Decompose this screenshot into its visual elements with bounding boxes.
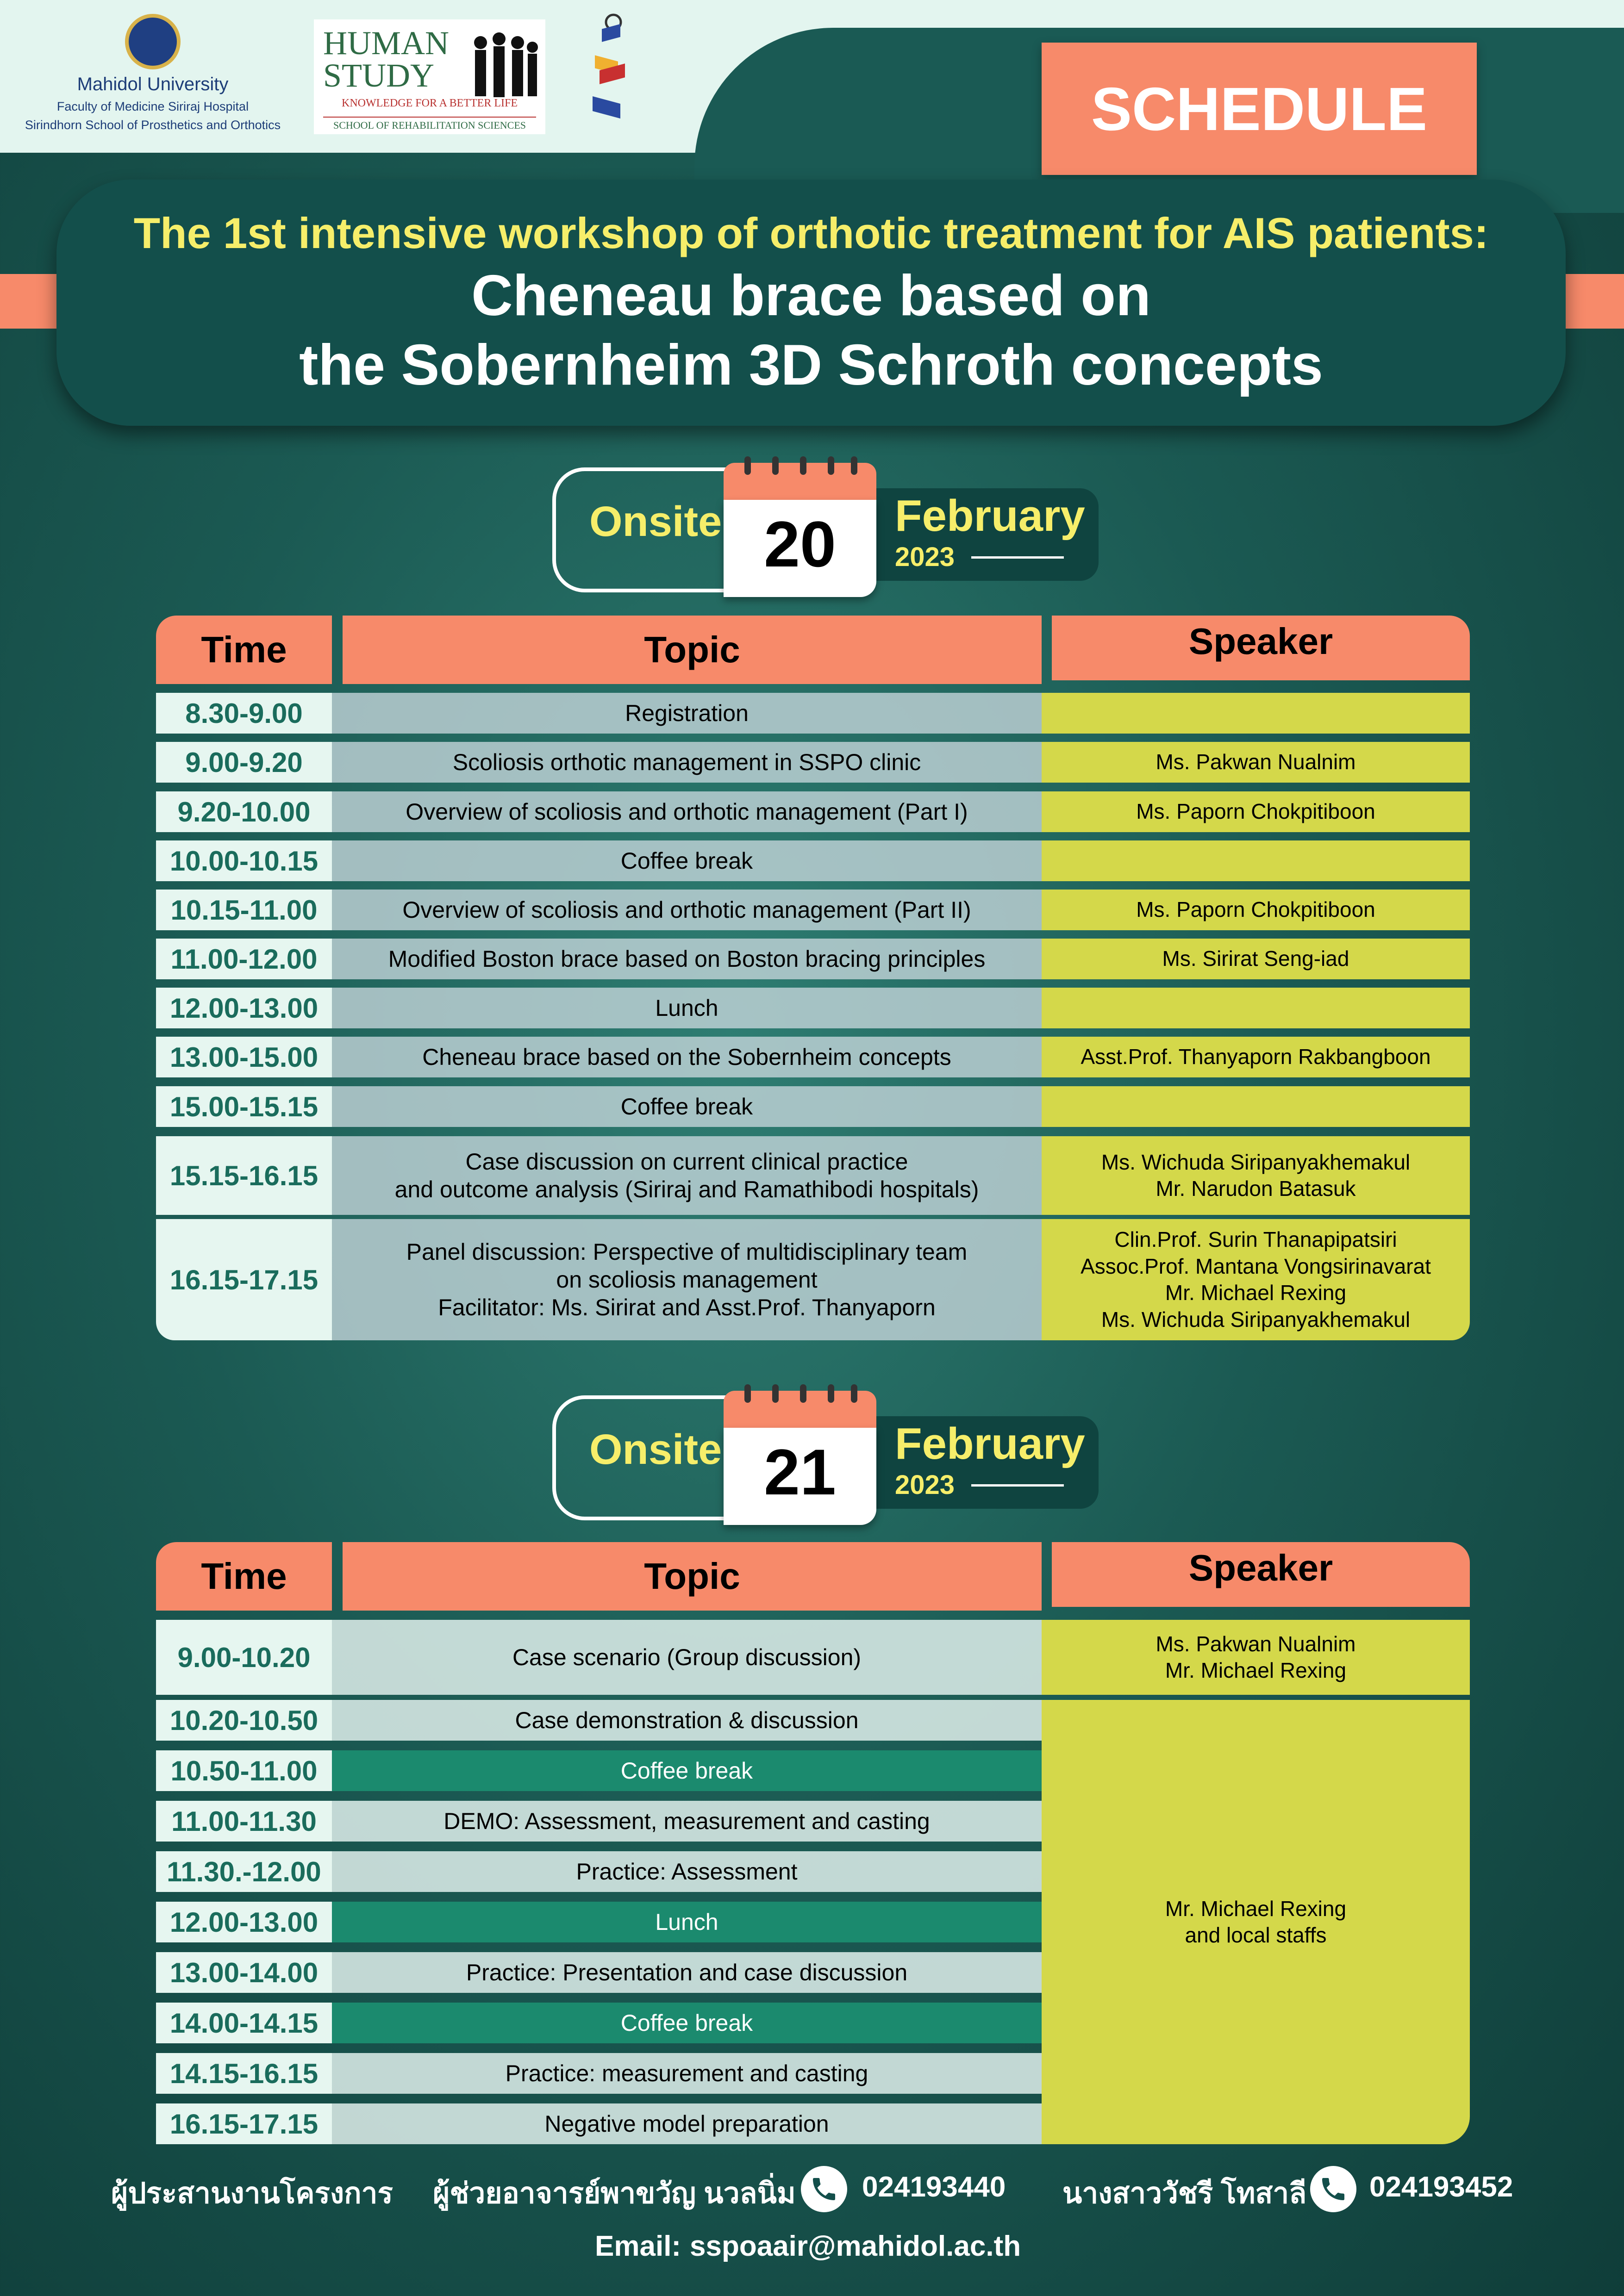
- day1-topic-cell: [332, 1136, 1042, 1215]
- day1-time-cell: 9.20-10.00: [156, 791, 332, 832]
- day1-speaker-cell: Asst.Prof. Thanyaporn Rakbangboon: [1042, 1037, 1470, 1077]
- day1-header-topic: Topic: [343, 616, 1042, 684]
- day1-speaker-cell: [1042, 1086, 1470, 1127]
- title-stripe-right: [1565, 274, 1624, 329]
- text-line: Ms. Wichuda Siripanyakhemakul: [1101, 1307, 1411, 1332]
- day1-speaker-cell: [1042, 1219, 1470, 1340]
- contact1-name: ผู้ช่วยอาจารย์พาขวัญ นวลนิ่ม: [433, 2178, 796, 2209]
- day1-time-cell: 8.30-9.00: [156, 693, 332, 734]
- day2-topic-cell: Coffee break: [332, 1750, 1042, 1791]
- coordinator-label: ผู้ประสานงานโครงการ: [111, 2178, 393, 2209]
- day2-topic-cell: Practice: Presentation and case discussion: [332, 1952, 1042, 1993]
- day2-topic-cell: Negative model preparation: [332, 2103, 1042, 2144]
- calendar-ring: [800, 456, 806, 475]
- email-label: Email:: [595, 2230, 681, 2262]
- day1-topic-cell: Coffee break: [332, 1086, 1042, 1127]
- human-study-tagline: KNOWLEDGE FOR A BETTER LIFE: [342, 97, 518, 109]
- contact2-name: นางสาววัชรี โทสาลี: [1062, 2178, 1307, 2209]
- day1-speaker-cell: Ms. Pakwan Nualnim: [1042, 742, 1470, 783]
- day1-time-cell: 11.00-12.00: [156, 939, 332, 979]
- title-stripe-left: [0, 274, 65, 329]
- month-label: February: [895, 491, 1085, 541]
- day2-time-cell: 11.30.-12.00: [156, 1851, 332, 1892]
- day2-time-cell: 10.20-10.50: [156, 1700, 332, 1741]
- calendar-ring: [744, 1384, 751, 1403]
- day1-time-cell: 15.00-15.15: [156, 1086, 332, 1127]
- day1-time-cell: 10.15-11.00: [156, 890, 332, 930]
- day2-time-cell: 14.15-16.15: [156, 2053, 332, 2094]
- spine-logo-icon: [586, 13, 630, 124]
- day2-speaker-cell-first: [1042, 1620, 1470, 1695]
- day1-topic-cell: Overview of scoliosis and orthotic management (Part I): [332, 791, 1042, 832]
- day1-speaker-cell: [1042, 988, 1470, 1028]
- day1-speaker-cell: Ms. Paporn Chokpitiboon: [1042, 791, 1470, 832]
- onsite-label: Onsite: [589, 1426, 722, 1473]
- day1-topic-cell: Lunch: [332, 988, 1042, 1028]
- day2-topic-cell: Case scenario (Group discussion): [332, 1620, 1042, 1695]
- text-line: Mr. Narudon Batasuk: [1156, 1176, 1356, 1201]
- year-rule: [971, 556, 1064, 559]
- calendar-ring: [828, 456, 834, 475]
- day-number: 20: [764, 508, 836, 580]
- text-line: Case discussion on current clinical practice: [465, 1149, 908, 1175]
- day1-speaker-cell: [1042, 1136, 1470, 1215]
- day1-topic-cell: Coffee break: [332, 840, 1042, 881]
- calendar-ring: [772, 456, 779, 475]
- day1-time-cell: 10.00-10.15: [156, 840, 332, 881]
- day2-header-time: Time: [156, 1542, 332, 1611]
- phone-icon: [1310, 2166, 1356, 2212]
- calendar-ring: [851, 1384, 857, 1403]
- calendar-icon: [724, 463, 876, 597]
- title-line-2: Cheneau brace based on: [471, 264, 1151, 328]
- text-line: Assoc.Prof. Mantana Vongsirinavarat: [1081, 1254, 1431, 1278]
- year-rule: [971, 1484, 1064, 1487]
- contact2-phone[interactable]: 024193452: [1369, 2171, 1513, 2203]
- day1-topic-cell: Overview of scoliosis and orthotic management (Part II): [332, 890, 1042, 930]
- year-label: 2023: [895, 542, 955, 572]
- day2-topic-cell: Coffee break: [332, 2003, 1042, 2043]
- day1-speaker-cell: [1042, 693, 1470, 734]
- calendar-ring: [800, 1384, 806, 1403]
- calendar-icon: [724, 1391, 876, 1525]
- mahidol-school: Sirindhorn School of Prosthetics and Orthotics: [25, 118, 281, 132]
- month-label: February: [895, 1419, 1085, 1468]
- day2-header-topic: Topic: [343, 1542, 1042, 1611]
- text-line: Facilitator: Ms. Sirirat and Asst.Prof. Thanyaporn: [438, 1294, 936, 1320]
- text-line: Mr. Michael Rexing: [1165, 1896, 1347, 1921]
- title-line-1: The 1st intensive workshop of orthotic treatment for AIS patients:: [133, 209, 1489, 257]
- day2-topic-cell: Practice: Assessment: [332, 1851, 1042, 1892]
- calendar-ring: [828, 1384, 834, 1403]
- human-study-logo: [314, 19, 545, 134]
- text-line: Mr. Michael Rexing: [1165, 1281, 1347, 1305]
- text-line: on scoliosis management: [556, 1267, 818, 1293]
- text-line: Panel discussion: Perspective of multidisciplinary team: [406, 1239, 968, 1265]
- day2-topic-cell: Practice: measurement and casting: [332, 2053, 1042, 2094]
- day2-speaker-cell-rest: [1042, 1700, 1470, 2144]
- text-line: and local staffs: [1185, 1923, 1327, 1947]
- day2-topic-cell: DEMO: Assessment, measurement and casting: [332, 1801, 1042, 1842]
- day2-time-cell: 12.00-13.00: [156, 1902, 332, 1942]
- human-study-word2: STUDY: [323, 57, 435, 94]
- day1-speaker-cell: [1042, 840, 1470, 881]
- contact1-phone[interactable]: 024193440: [862, 2171, 1006, 2203]
- day2-time-cell: 14.00-14.15: [156, 2003, 332, 2043]
- mahidol-faculty: Faculty of Medicine Siriraj Hospital: [56, 100, 249, 113]
- mahidol-logo: [19, 14, 287, 139]
- day1-header-speaker: Speaker: [1052, 616, 1470, 680]
- calendar-ring: [744, 456, 751, 475]
- schedule-label: SCHEDULE: [1042, 43, 1477, 175]
- mahidol-name: Mahidol University: [77, 74, 229, 94]
- text-line: Ms. Pakwan Nualnim: [1156, 1631, 1356, 1656]
- text-line: Mr. Michael Rexing: [1165, 1658, 1347, 1682]
- day1-topic-cell: Registration: [332, 693, 1042, 734]
- calendar-ring: [851, 456, 857, 475]
- calendar-ring: [772, 1384, 779, 1403]
- day1-speaker-cell: Ms. Paporn Chokpitiboon: [1042, 890, 1470, 930]
- day1-topic-cell: Scoliosis orthotic management in SSPO clinic: [332, 742, 1042, 783]
- day1-time-cell: 13.00-15.00: [156, 1037, 332, 1077]
- day1-time-cell: 9.00-9.20: [156, 742, 332, 783]
- day2-date-badge: [552, 1391, 1108, 1530]
- day2-topic-cell: Case demonstration & discussion: [332, 1700, 1042, 1741]
- day2-topic-cell: Lunch: [332, 1902, 1042, 1942]
- people-icon: [467, 29, 541, 103]
- day2-time-cell: 13.00-14.00: [156, 1952, 332, 1993]
- day1-topic-cell: [332, 1219, 1042, 1340]
- day1-time-cell: 16.15-17.15: [156, 1219, 332, 1340]
- day2-time-cell: 10.50-11.00: [156, 1750, 332, 1791]
- onsite-label: Onsite: [589, 498, 722, 545]
- phone-icon: [801, 2166, 847, 2212]
- text-line: Ms. Wichuda Siripanyakhemakul: [1101, 1150, 1411, 1174]
- text-line: Clin.Prof. Surin Thanapipatsiri: [1114, 1227, 1397, 1251]
- title-line-3: the Sobernheim 3D Schroth concepts: [299, 333, 1323, 397]
- human-study-word1: HUMAN: [323, 25, 450, 62]
- day1-topic-cell: Cheneau brace based on the Sobernheim concepts: [332, 1037, 1042, 1077]
- day2-time-cell: 16.15-17.15: [156, 2103, 332, 2144]
- human-study-school: SCHOOL OF REHABILITATION SCIENCES: [323, 117, 536, 131]
- day1-speaker-cell: Ms. Sirirat Seng-iad: [1042, 939, 1470, 979]
- text-line: and outcome analysis (Siriraj and Ramathibodi hospitals): [394, 1176, 979, 1202]
- day2-time-cell: 9.00-10.20: [156, 1620, 332, 1695]
- day2-time-cell: 11.00-11.30: [156, 1801, 332, 1842]
- day2-header-speaker: Speaker: [1052, 1542, 1470, 1607]
- day1-date-badge: [552, 463, 1108, 602]
- title-box: [56, 180, 1566, 426]
- year-label: 2023: [895, 1470, 955, 1500]
- day1-topic-cell: Modified Boston brace based on Boston bracing principles: [332, 939, 1042, 979]
- email-address[interactable]: sspoaair@mahidol.ac.th: [690, 2230, 1021, 2262]
- day-number: 21: [764, 1436, 836, 1508]
- day1-time-cell: 12.00-13.00: [156, 988, 332, 1028]
- mahidol-seal-icon: [125, 14, 181, 69]
- day1-time-cell: 15.15-16.15: [156, 1136, 332, 1215]
- day1-header-time: Time: [156, 616, 332, 684]
